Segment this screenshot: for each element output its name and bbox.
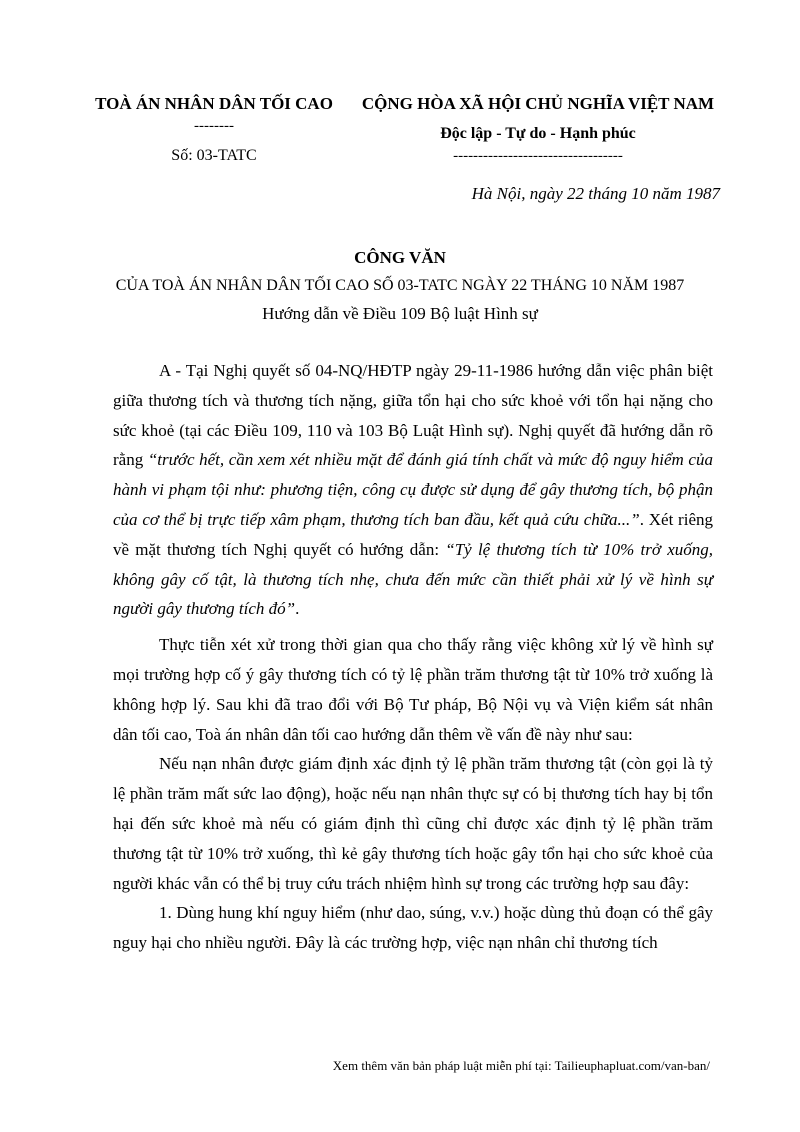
motto-divider: ---------------------------------- <box>453 148 623 164</box>
paragraph-a-text-2: . Xét riêng về mặt thương tích Nghị quyết có hướng dẫn: <box>113 509 713 559</box>
paragraph-a-text-1: A - Tại Nghị quyết số 04-NQ/HĐTP ngày 29-11-1986 hướng dẫn việc phân biệt giữa thương tích và thương tích nặng, giữa tổn hại cho sức khoẻ với tổn hại nặng cho sức khoẻ (tại các Điều 109, 110 và 103 Bộ Luật Hình sự). Nghị quyết đã hướng dẫn rõ rằng <box>113 361 713 470</box>
national-motto: Độc lập - Tự do - Hạnh phúc <box>440 125 636 142</box>
document-body <box>113 356 713 958</box>
document-subject: Hướng dẫn về Điều 109 Bộ luật Hình sự <box>262 304 538 323</box>
country-name: CỘNG HÒA XÃ HỘI CHỦ NGHĨA VIỆT NAM <box>361 94 715 113</box>
issuer-block <box>84 92 344 168</box>
paragraph-conditions: Nếu nạn nhân được giám định xác định tỷ lệ phần trăm thương tật (còn gọi là tỷ lệ phần trăm mất sức lao động), hoặc nếu nạn nhân thực sự có bị thương tích hay bị tổn hại đến sức khoẻ mà nếu có giám định thì cũng chỉ được xác định tỷ lệ phần trăm thương tật từ 10% trở xuống, thì kẻ gây thương tích hoặc gây tổn hại cho sức khoẻ của người khác vẫn có thể bị truy cứu trách nhiệm hình sự trong các trường hợp sau đây: <box>113 754 713 893</box>
court-name: TOÀ ÁN NHÂN DÂN TỐI CAO <box>95 94 333 113</box>
paragraph-a <box>113 356 713 624</box>
paragraph-a-quote-1: “trước hết, cần xem xét nhiều mặt để đánh giá tính chất và mức độ nguy hiểm của hành vi phạm tội như: phương tiện, công cụ được sử dụng để gây thương tích, bộ phận của cơ thể bị trực tiếp xâm phạm, thương tích ban đầu, kết quả cứu chữa...” <box>113 450 713 529</box>
paragraph-a-text-3: . <box>295 599 300 619</box>
document-type: CÔNG VĂN <box>354 248 446 267</box>
paragraph-a-quote-2: “Tỷ lệ thương tích từ 10% trở xuống, không gây cố tật, là thương tích nhẹ, chưa đến mức cần thiết phải xử lý về hình sự người gây thương tích đó” <box>113 539 713 619</box>
paragraph-practice: Thực tiễn xét xử trong thời gian qua cho thấy rằng việc không xử lý về hình sự mọi trường hợp cố ý gây thương tích có tỷ lệ phần trăm thương tật từ 10% trở xuống là không hợp lý. Sau khi đã trao đổi với Bộ Tư pháp, Bộ Nội vụ và Viện kiểm sát nhân dân tối cao, Toà án nhân dân tối cao hướng dẫn thêm về vấn đề này như sau: <box>113 635 713 744</box>
document-reference: CỦA TOÀ ÁN NHÂN DÂN TỐI CAO SỐ 03-TATC NGÀY 22 THÁNG 10 NĂM 1987 <box>115 277 685 294</box>
court-divider: -------- <box>194 118 234 134</box>
document-number: Số: 03-TATC <box>171 147 257 164</box>
footer-source-link[interactable]: Xem thêm văn bản pháp luật miễn phí tại: Tailieuphapluat.com/van-ban/ <box>332 1058 710 1073</box>
paragraph-case-1: 1. Dùng hung khí nguy hiểm (như dao, súng, v.v.) hoặc dùng thủ đoạn có thể gây nguy hại cho nhiều người. Đây là các trường hợp, việc nạn nhân chỉ thương tích <box>113 903 713 953</box>
national-block <box>348 92 728 166</box>
issue-date: Hà Nội, ngày 22 tháng 10 năm 1987 <box>471 184 720 203</box>
